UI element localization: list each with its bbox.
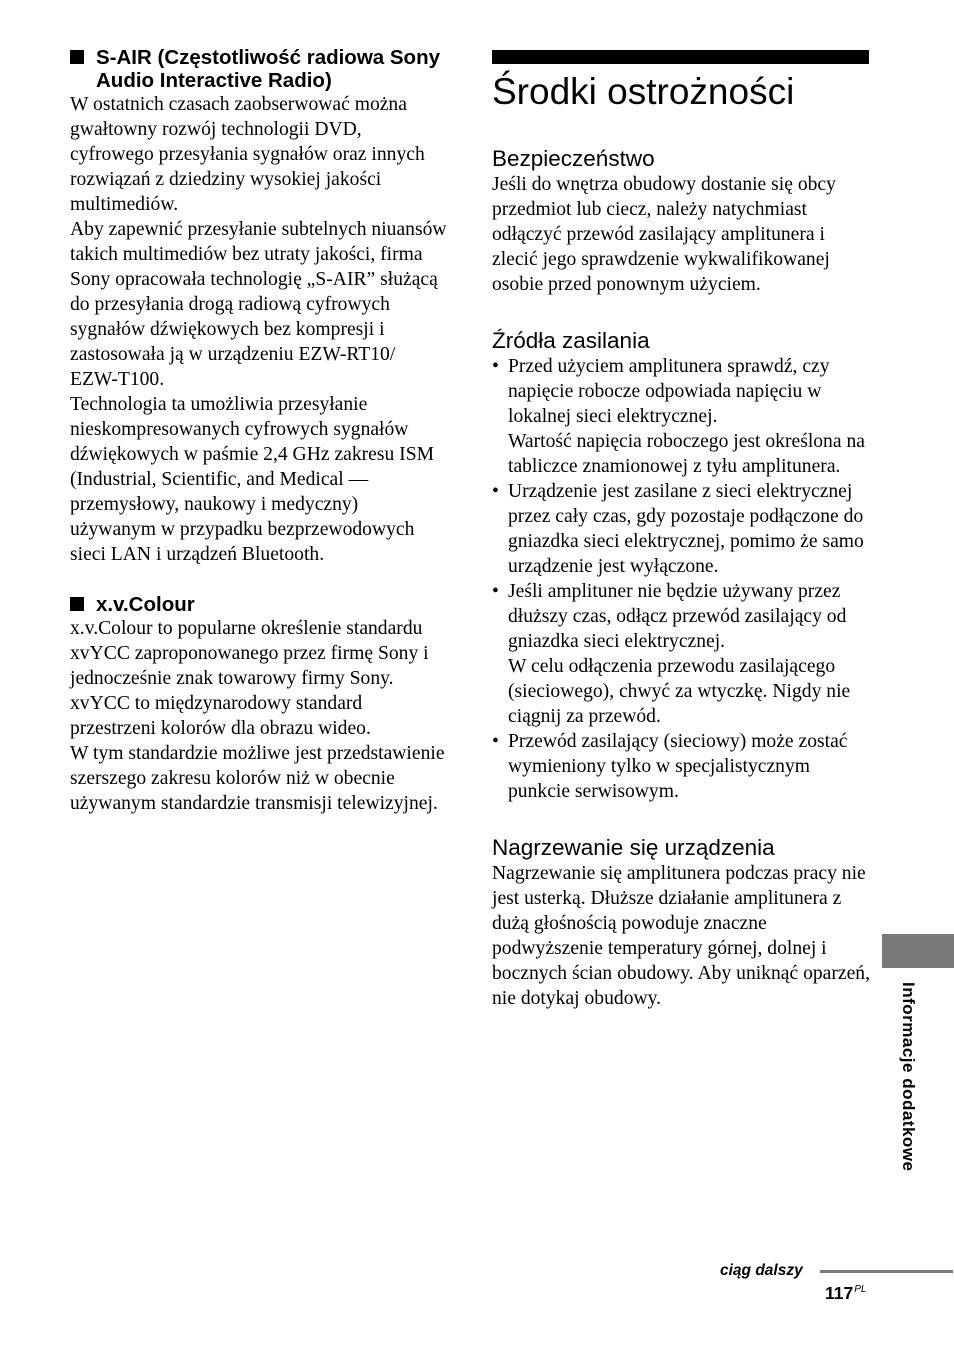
section-tab bbox=[882, 934, 954, 968]
sair-paragraph-2: Aby zapewnić przesyłanie subtelnych niuansów takich multimediów bez utraty jakości, firma Sony opracowała technologię „S-AIR” służącą do przesyłania drogą radiową cyfrowych sygnałów dźwiękowych bez kompresji i zastosowała ją w urządzeniu EZW-RT10/ EZW-T100. bbox=[70, 219, 447, 390]
xvcolour-paragraph-1: x.v.Colour to popularne określenie standardu xvYCC zaproponowanego przez firmę Sony i jednocześnie znak towarowy firmy Sony. xvYCC to międzynarodowy standard przestrzeni kolorów dla obrazu wideo. bbox=[70, 618, 429, 739]
section-side-label: Informacje dodatkowe bbox=[899, 982, 918, 1172]
list-item: • Przewód zasilający (sieciowy) może zostać wymieniony tylko w specjalistycznym punkcie serwisowym. bbox=[492, 731, 848, 802]
safety-heading: Bezpieczeństwo bbox=[492, 146, 655, 171]
title-rule bbox=[492, 50, 869, 64]
continued-note: ciąg dalszy bbox=[720, 1262, 803, 1279]
square-bullet-icon bbox=[70, 597, 84, 611]
bullet-icon: • bbox=[492, 356, 499, 377]
heat-heading: Nagrzewanie się urządzenia bbox=[492, 835, 775, 860]
safety-text: Jeśli do wnętrza obudowy dostanie się obcy przedmiot lub ciecz, należy natychmiast odłączyć przewód zasilający amplitunera i zlecić jego sprawdzenie wykwalifikowanej osobie przed ponownym użyciem. bbox=[492, 174, 836, 295]
sair-body bbox=[70, 92, 448, 567]
power-heading: Źródła zasilania bbox=[492, 328, 650, 353]
heat-text: Nagrzewanie się amplitunera podczas pracy nie jest usterką. Dłuższe działanie amplitunera z dużą głośnością powoduje znaczne podwyższenie temperatury górnej, dolnej i bocznych ścian obudowy. Aby uniknąć oparzeń, nie dotykaj obudowy. bbox=[492, 863, 870, 1009]
continued-rule bbox=[820, 1270, 953, 1273]
bullet-icon: • bbox=[492, 581, 499, 602]
sair-paragraph-1: W ostatnich czasach zaobserwować można gwałtowny rozwój technologii DVD, cyfrowego przesyłania sygnałów oraz innych rozwiązań z dziedziny wysokiej jakości multimediów. bbox=[70, 94, 425, 215]
page-title: Środki ostrożności bbox=[492, 71, 795, 112]
power-list bbox=[492, 354, 872, 804]
xvcolour-heading: x.v.Colour bbox=[70, 593, 448, 616]
page-suffix: PL bbox=[854, 1284, 867, 1295]
right-column bbox=[492, 50, 872, 1011]
list-item: • Przed użyciem amplitunera sprawdź, czy napięcie robocze odpowiada napięciu w lokalnej sieci elektrycznej. Wartość napięcia roboczego jest określona na tabliczce znamionowej z tyłu amplitunera. bbox=[492, 354, 872, 479]
xvcolour-body bbox=[70, 616, 448, 816]
bullet-icon: • bbox=[492, 481, 499, 502]
xvcolour-paragraph-2: W tym standardzie możliwe jest przedstawienie szerszego zakresu kolorów niż w obecnie używanym standardzie transmisji telewizyjnej. bbox=[70, 743, 445, 814]
bullet-icon: • bbox=[492, 731, 499, 752]
list-item: • Jeśli amplituner nie będzie używany przez dłuższy czas, odłącz przewód zasilający od gniazdka sieci elektrycznej. W celu odłączenia przewodu zasilającego (sieciowego), chwyć za wtyczkę. Nigdy nie ciągnij za przewód. bbox=[492, 579, 872, 729]
list-item: • Urządzenie jest zasilane z sieci elektrycznej przez cały czas, gdy pozostaje podłączone do gniazdka sieci elektrycznej, pomimo że samo urządzenie jest wyłączone. bbox=[492, 481, 864, 577]
page-number: $117^{PL}$ bbox=[825, 1283, 867, 1303]
sair-heading: S-AIR (Częstotliwość radiowa Sony Audio Interactive Radio) bbox=[70, 46, 448, 92]
bullet-note: W celu odłączenia przewodu zasilającego (sieciowego), chwyć za wtyczkę. Nigdy nie ciągnij za przewód. bbox=[508, 656, 851, 727]
bullet-note: Wartość napięcia roboczego jest określona na tabliczce znamionowej z tyłu amplitunera. bbox=[508, 431, 865, 477]
sair-paragraph-3: Technologia ta umożliwia przesyłanie nieskompresowanych cyfrowych sygnałów dźwiękowych w paśmie 2,4 GHz zakresu ISM (Industrial, Scientific, and Medical — przemysłowy, naukowy i medyczny) używanym w przypadku bezprzewodowych sieci LAN i urządzeń Bluetooth. bbox=[70, 394, 435, 565]
square-bullet-icon bbox=[70, 50, 84, 64]
left-column bbox=[70, 46, 448, 816]
